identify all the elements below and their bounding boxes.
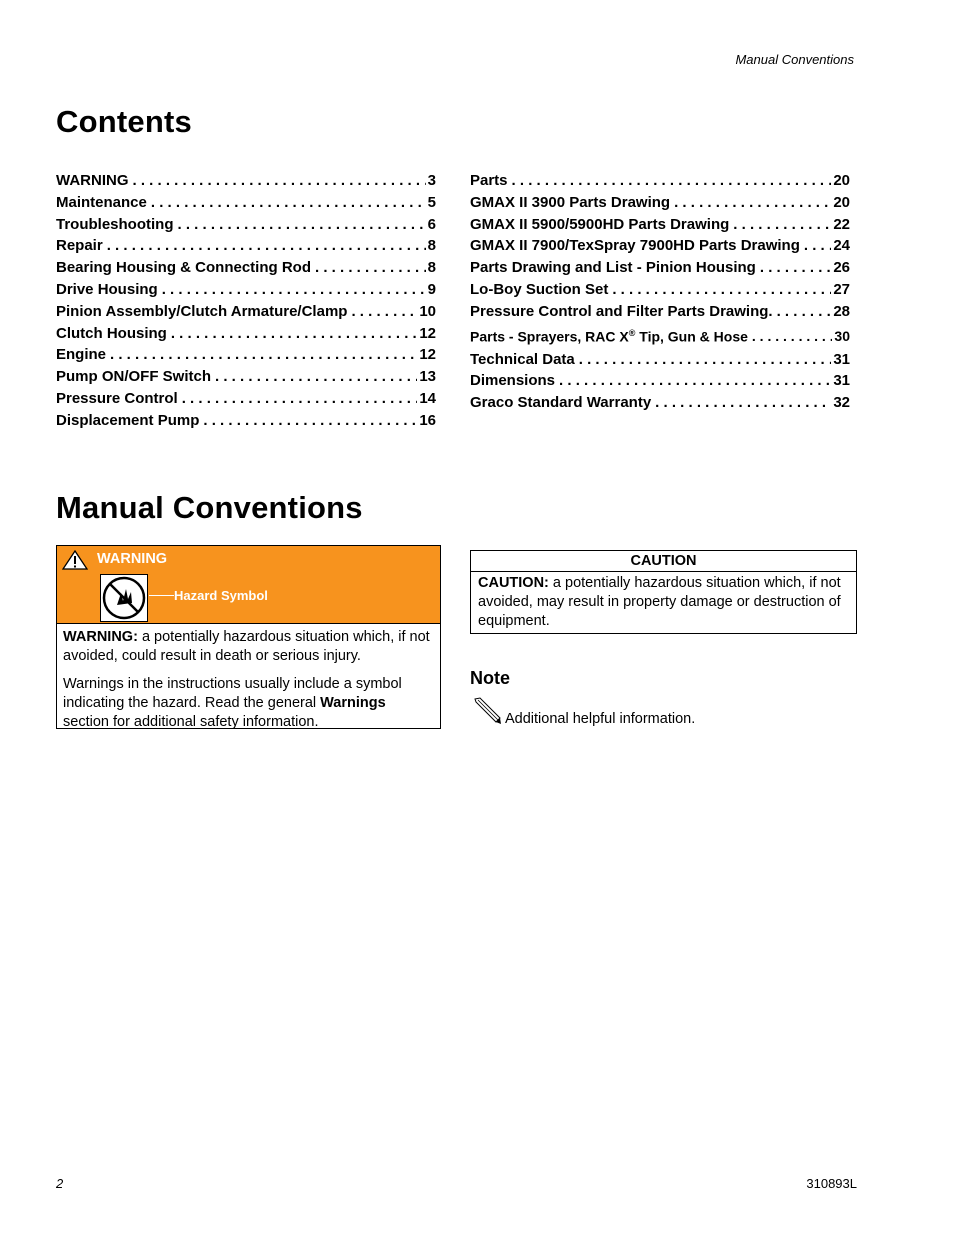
toc-entry[interactable]: GMAX II 3900 Parts Drawing . . . 20 — [470, 194, 850, 216]
symbol-leader-line — [149, 595, 174, 596]
warning-header — [57, 546, 440, 624]
caution-box — [470, 550, 857, 634]
toc-entry[interactable]: Repair . . . 8 — [56, 237, 436, 259]
toc-entry[interactable]: Parts . . . 20 — [470, 172, 850, 194]
hazard-symbol-icon — [100, 574, 148, 622]
toc-entry[interactable]: GMAX II 7900/TexSpray 7900HD Parts Drawing . . . 24 — [470, 237, 850, 259]
contents-title: Contents — [56, 104, 192, 139]
toc-entry[interactable]: Displacement Pump . . . 16 — [56, 412, 436, 434]
toc-right-column — [470, 172, 850, 416]
toc-entry[interactable]: Pump ON/OFF Switch . . . 13 — [56, 368, 436, 390]
running-header: Manual Conventions — [735, 52, 854, 67]
toc-entry[interactable]: Clutch Housing . . . 12 — [56, 325, 436, 347]
document-number: 310893L — [806, 1176, 857, 1191]
hazard-symbol-label: Hazard Symbol — [174, 588, 268, 603]
warning-triangle-icon — [62, 550, 88, 570]
toc-entry[interactable]: Drive Housing . . . 9 — [56, 281, 436, 303]
toc-entry[interactable]: Graco Standard Warranty . . . 32 — [470, 394, 850, 416]
warning-definition: WARNING: a potentially hazardous situation which, if not avoided, could result in death or serious injury. — [63, 629, 430, 664]
toc-entry[interactable]: Bearing Housing & Connecting Rod . . . 8 — [56, 259, 436, 281]
toc-entry[interactable]: Maintenance . . . 5 — [56, 194, 436, 216]
toc-entry[interactable]: GMAX II 5900/5900HD Parts Drawing . . . 22 — [470, 216, 850, 238]
toc-entry[interactable]: Dimensions . . . 31 — [470, 372, 850, 394]
toc-entry[interactable]: Parts Drawing and List - Pinion Housing . . . 26 — [470, 259, 850, 281]
note-text: Additional helpful information. — [505, 711, 696, 727]
toc-entry[interactable]: Pinion Assembly/Clutch Armature/Clamp . . . 10 — [56, 303, 436, 325]
pencil-icon — [472, 696, 502, 726]
caution-body: CAUTION: a potentially hazardous situation which, if not avoided, may result in property damage or destruction of equipment. — [478, 575, 841, 629]
warning-body — [57, 624, 440, 732]
page-number: 2 — [56, 1176, 64, 1191]
toc-entry[interactable]: Troubleshooting . . . 6 — [56, 216, 436, 238]
manual-conventions-title: Manual Conventions — [56, 490, 363, 525]
toc-entry[interactable]: WARNING . . . 3 — [56, 172, 436, 194]
warning-explanation: Warnings in the instructions usually include a symbol indicating the hazard. Read the general Warnings section for additional safety information. — [63, 676, 402, 730]
toc-entry[interactable]: Engine . . . 12 — [56, 346, 436, 368]
caution-heading: CAUTION — [471, 551, 856, 572]
toc-entry[interactable]: Pressure Control and Filter Parts Drawing. . . . 28 — [470, 303, 850, 325]
toc-entry[interactable]: Parts - Sprayers, RAC X® Tip, Gun & Hose . . . 30 — [470, 325, 850, 351]
note-title: Note — [470, 668, 510, 688]
toc-entry[interactable]: Pressure Control . . . 14 — [56, 390, 436, 412]
toc-entry[interactable]: Lo-Boy Suction Set . . . 27 — [470, 281, 850, 303]
toc-left-column — [56, 172, 436, 434]
toc-entry[interactable]: Technical Data . . . 31 — [470, 351, 850, 373]
warning-box — [56, 545, 441, 729]
warning-heading: WARNING — [97, 551, 168, 567]
